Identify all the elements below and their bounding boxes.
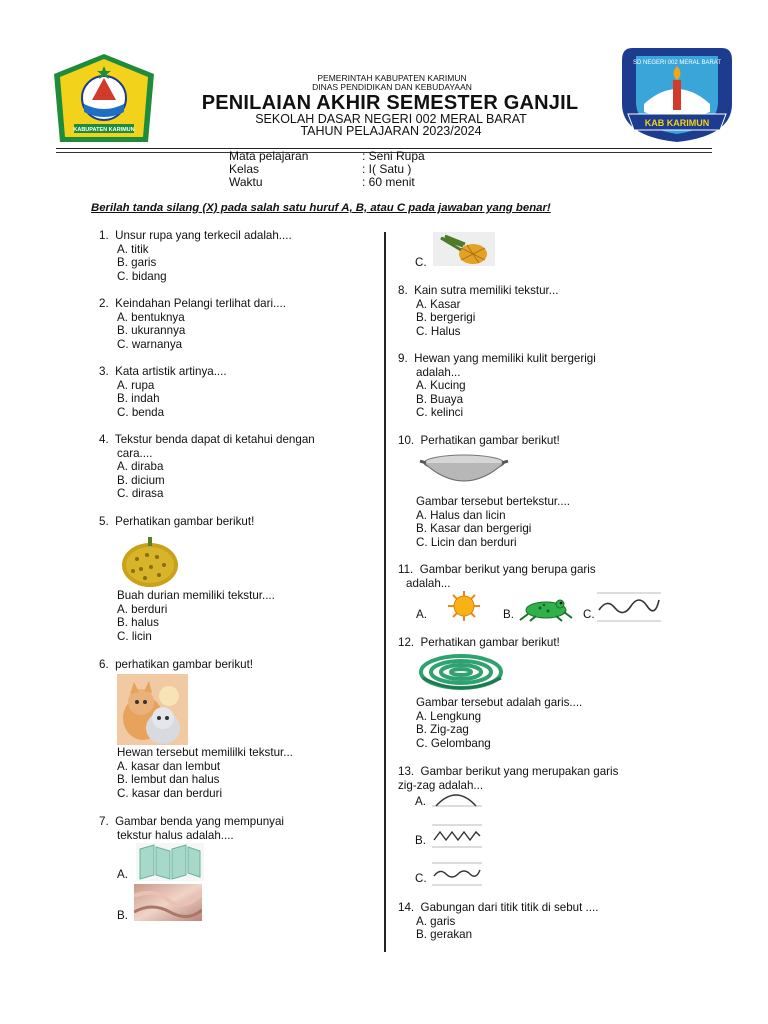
option-c[interactable]: C. warnanya [117, 337, 183, 351]
question-stem: 10. Perhatikan gambar berikut! [398, 434, 560, 447]
question-10 [398, 434, 560, 448]
question-stem-cont: Gambar tersebut bertekstur.... [416, 495, 571, 508]
column-divider [384, 232, 386, 952]
class-label: Kelas [229, 162, 260, 176]
option-a[interactable]: A. rupa [117, 378, 155, 392]
svg-text:KABUPATEN KARIMUN: KABUPATEN KARIMUN [73, 127, 135, 133]
question-stem: 9. Hewan yang memiliki kulit bergerigi [398, 352, 596, 365]
question-stem-cont: cara.... [117, 446, 153, 460]
time-label: Waktu [229, 175, 263, 189]
question-8 [398, 284, 558, 338]
option-a[interactable]: A. titik [117, 242, 149, 256]
option-b[interactable]: B. [415, 834, 426, 847]
question-12 [398, 636, 560, 650]
option-c[interactable]: C. licin [117, 629, 152, 643]
question-stem: 4. Tekstur benda dapat di ketahui dengan [99, 433, 315, 446]
question-1 [99, 229, 292, 283]
school-name: SEKOLAH DASAR NEGERI 002 MERAL BARAT [255, 112, 527, 126]
question-12-answers [398, 696, 582, 750]
option-a[interactable]: A. Lengkung [416, 709, 482, 723]
option-c[interactable]: C. kasar dan berduri [117, 786, 223, 800]
header-department: DINAS PENDIDIKAN DAN KEBUDAYAAN [312, 82, 472, 92]
question-9 [398, 352, 596, 420]
cats-image [117, 674, 188, 745]
option-b[interactable]: B. gerakan [416, 928, 473, 942]
option-c[interactable]: C. benda [117, 405, 165, 419]
option-c[interactable]: C. Halus [416, 324, 461, 338]
question-stem: 14. Gabungan dari titik titik di sebut .... [398, 901, 599, 914]
left-logo [52, 52, 156, 144]
wave-line-image[interactable] [597, 592, 661, 622]
option-c[interactable]: C. [415, 872, 427, 885]
question-stem-cont: adalah... [406, 576, 451, 590]
question-stem: 12. Perhatikan gambar berikut! [398, 636, 560, 649]
option-b[interactable]: B. halus [117, 616, 159, 630]
option-a[interactable]: A. berduri [117, 602, 168, 616]
zigzag-line-image[interactable] [432, 824, 482, 848]
question-stem-cont: tekstur halus adalah.... [117, 828, 234, 842]
pineapple-image[interactable] [433, 232, 495, 266]
option-a[interactable]: A. bentuknya [117, 310, 185, 324]
option-c[interactable]: C. [415, 256, 427, 269]
question-11 [398, 563, 596, 590]
option-b[interactable]: B. bergerigi [416, 311, 476, 325]
question-stem: 6. perhatikan gambar berikut! [99, 658, 254, 671]
option-b[interactable]: B. Buaya [416, 392, 464, 406]
subject-label: Mata pelajaran [229, 149, 309, 163]
header-government: PEMERINTAH KABUPATEN KARIMUN [317, 73, 467, 83]
option-c[interactable]: C. dirasa [117, 487, 164, 501]
option-a[interactable]: A. Halus dan licin [416, 508, 506, 522]
question-stem-cont: Hewan tersebut memililki tekstur... [117, 746, 293, 759]
svg-text:KAB KARIMUN: KAB KARIMUN [644, 118, 710, 128]
wok-image [418, 449, 510, 491]
question-stem: 13. Gambar berikut yang merupakan garis [398, 765, 619, 778]
question-stem: 11. Gambar berikut yang berupa garis [398, 563, 596, 576]
sun-image[interactable] [434, 590, 494, 622]
option-c[interactable]: C. bidang [117, 269, 167, 283]
wave-line-option-image[interactable] [432, 862, 482, 886]
option-b[interactable]: B. [117, 909, 128, 922]
question-stem-cont: zig-zag adalah... [398, 778, 484, 792]
option-a[interactable]: A. kasar dan lembut [117, 759, 221, 773]
page-title: PENILAIAN AKHIR SEMESTER GANJIL [201, 92, 579, 114]
question-6 [99, 658, 253, 672]
option-c[interactable]: C. [583, 608, 595, 621]
class-value: : I( Satu ) [362, 162, 412, 176]
question-3 [99, 365, 227, 419]
question-stem: 5. Perhatikan gambar berikut! [99, 515, 255, 528]
question-5-answers [99, 589, 275, 643]
option-a[interactable]: A. Kucing [416, 379, 466, 393]
silk-image[interactable] [134, 884, 202, 921]
school-year: TAHUN PELAJARAN 2023/2024 [300, 124, 482, 138]
option-b[interactable]: B. Kasar dan bergerigi [416, 522, 532, 536]
option-a[interactable]: A. garis [416, 914, 456, 928]
option-c[interactable]: C. kelinci [416, 406, 464, 420]
option-a[interactable]: A. [415, 795, 426, 808]
option-b[interactable]: B. dicium [117, 473, 165, 487]
frog-image[interactable] [516, 596, 576, 622]
option-a[interactable]: A. [416, 608, 427, 621]
option-b[interactable]: B. lembut dan halus [117, 773, 220, 787]
question-stem-cont: Gambar tersebut adalah garis.... [416, 696, 583, 709]
option-b[interactable]: B. Zig-zag [416, 723, 469, 737]
option-a[interactable]: A. [117, 868, 128, 881]
question-stem: 8. Kain sutra memiliki tekstur... [398, 284, 559, 297]
question-7 [99, 815, 284, 842]
arc-line-image[interactable] [432, 788, 482, 808]
option-b[interactable]: B. indah [117, 392, 160, 406]
option-c[interactable]: C. Licin dan berduri [416, 535, 517, 549]
question-2 [99, 297, 286, 351]
question-stem: 7. Gambar benda yang mempunyai [99, 815, 284, 828]
question-5 [99, 515, 254, 529]
question-4 [99, 433, 315, 501]
question-14 [398, 901, 598, 942]
subject-value: : Seni Rupa [362, 149, 425, 163]
mosquito-coil-image [417, 652, 507, 696]
option-a[interactable]: A. Kasar [416, 297, 461, 311]
option-b[interactable]: B. garis [117, 256, 157, 270]
question-10-answers [398, 495, 570, 549]
instruction: Berilah tanda silang (X) pada salah satu huruf A, B, atau C pada jawaban yang benar! [91, 202, 551, 214]
option-c[interactable]: C. Gelombang [416, 736, 491, 750]
glass-image[interactable] [136, 843, 204, 881]
question-6-answers [99, 746, 293, 800]
option-b[interactable]: B. ukurannya [117, 324, 186, 338]
durian-image [117, 533, 183, 589]
right-logo [614, 44, 740, 146]
option-b[interactable]: B. [503, 608, 514, 621]
option-a[interactable]: A. diraba [117, 460, 164, 474]
time-value: : 60 menit [362, 175, 415, 189]
question-stem: 2. Keindahan Pelangi terlihat dari.... [99, 297, 286, 310]
question-stem-cont: adalah... [416, 365, 461, 379]
question-stem: 3. Kata artistik artinya.... [99, 365, 227, 378]
question-stem-cont: Buah durian memiliki tekstur.... [117, 589, 275, 602]
question-stem: 1. Unsur rupa yang terkecil adalah.... [99, 229, 292, 242]
svg-text:SD NEGERI 002 MERAL BARAT: SD NEGERI 002 MERAL BARAT [632, 60, 722, 66]
